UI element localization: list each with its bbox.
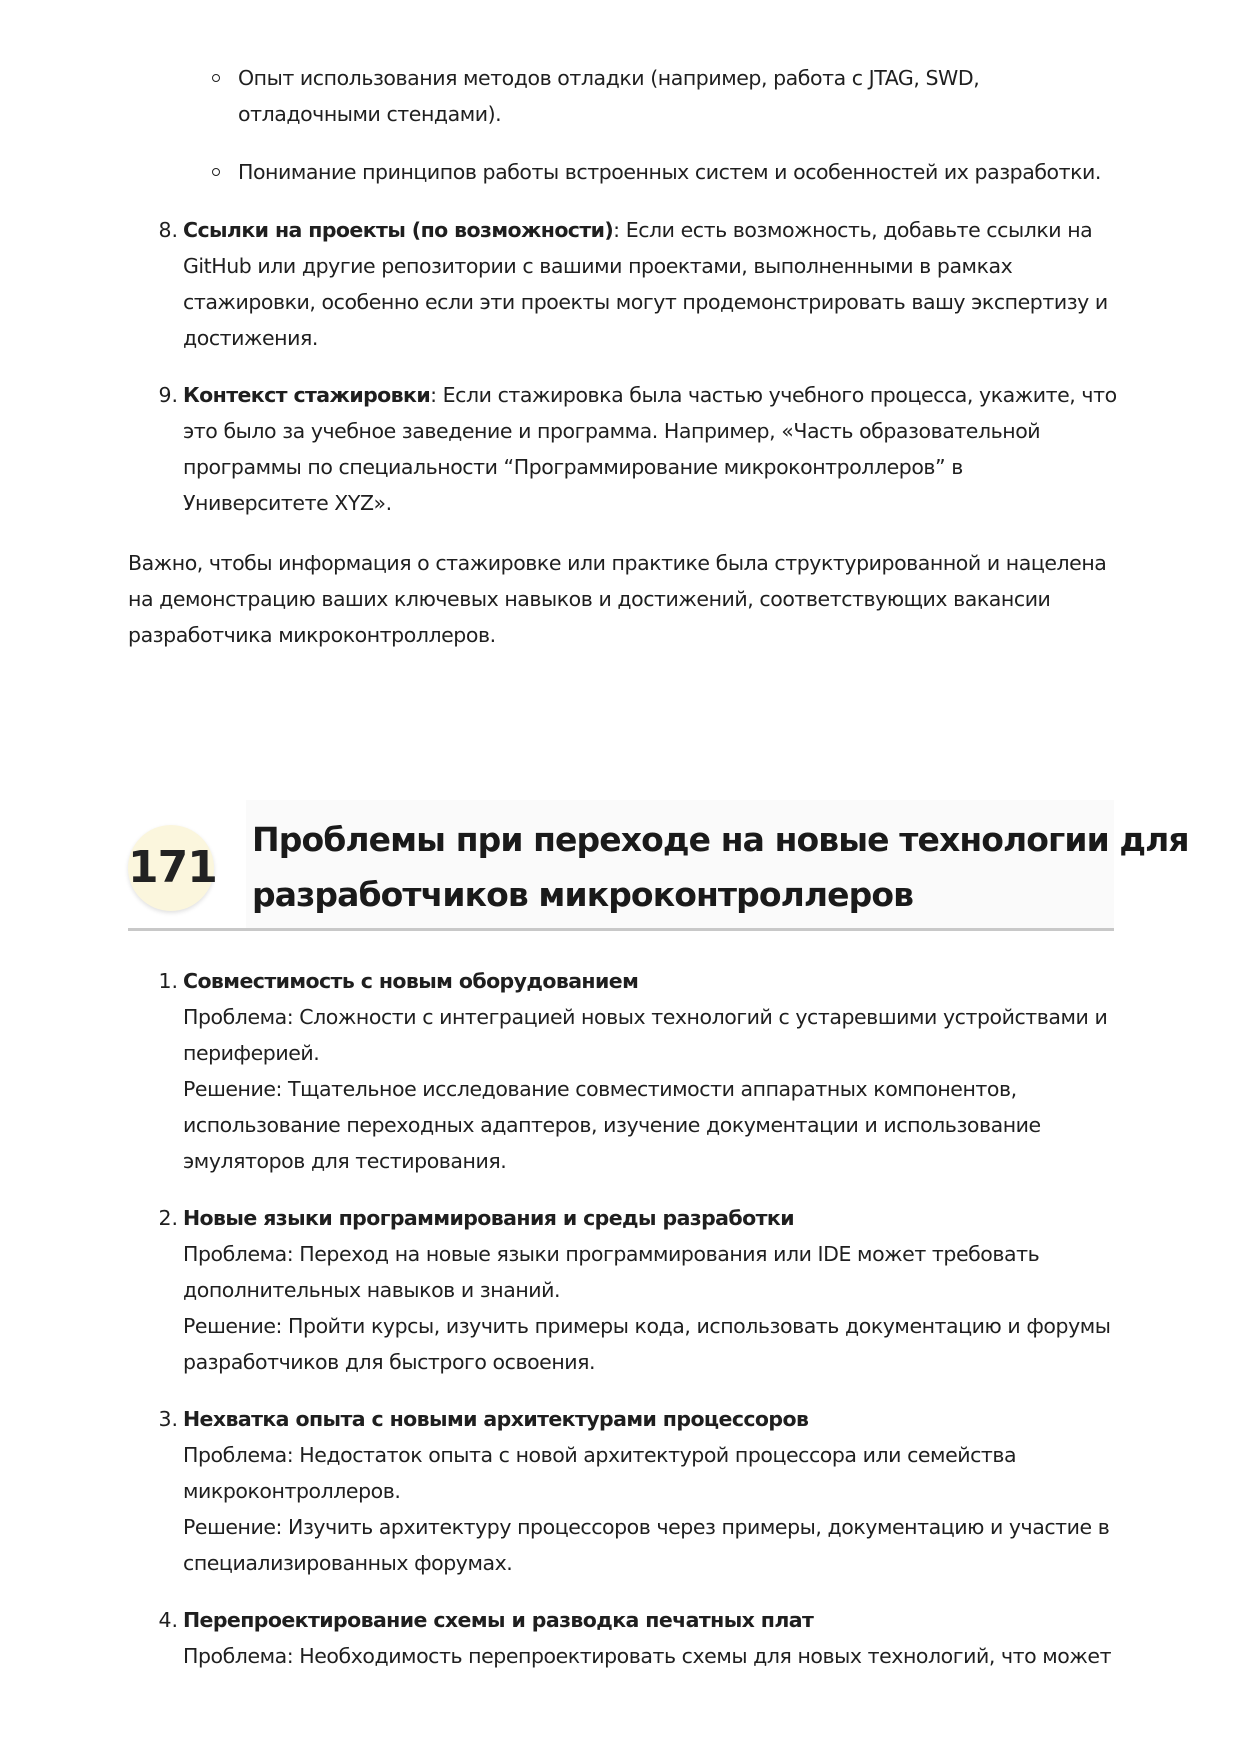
list-item-8-first-line xyxy=(183,212,1092,248)
list-number: 3. xyxy=(158,1407,178,1431)
problem-line: Решение: Тщательное исследование совместимости аппаратных компонентов, xyxy=(183,1077,1017,1101)
sub-bullet-text: Опыт использования методов отладки (например, работа с JTAG, SWD, xyxy=(238,66,980,90)
list-item-9-rest: : Если стажировка была частью учебного процесса, укажите, что xyxy=(430,383,1117,407)
sub-bullet-text: Понимание принципов работы встроенных систем и особенностей их разработки. xyxy=(238,160,1101,184)
problem-line: специализированных форумах. xyxy=(183,1551,513,1575)
problem-line: Решение: Изучить архитектуру процессоров через примеры, документацию и участие в xyxy=(183,1515,1110,1539)
problem-line: Проблема: Переход на новые языки программирования или IDE может требовать xyxy=(183,1242,1040,1266)
problem-line: дополнительных навыков и знаний. xyxy=(183,1278,561,1302)
section-title-line: разработчиков микроконтроллеров xyxy=(252,875,914,914)
section-number-badge: 171 xyxy=(128,825,214,911)
list-item-8-rest: : Если есть возможность, добавьте ссылки на xyxy=(613,218,1093,242)
list-item-9-bold: Контекст стажировки xyxy=(183,383,431,407)
list-item-8-bold: Ссылки на проекты (по возможности) xyxy=(183,218,614,242)
list-item-9-line: Университете XYZ». xyxy=(183,491,392,515)
list-item-8-line: достижения. xyxy=(183,326,318,350)
problem-title-text: Нехватка опыта с новыми архитектурами процессоров xyxy=(183,1407,809,1431)
list-number: 8. xyxy=(158,218,178,242)
problem-line: разработчиков для быстрого освоения. xyxy=(183,1350,596,1374)
list-number: 2. xyxy=(158,1206,178,1230)
problem-line: Проблема: Недостаток опыта с новой архитектурой процессора или семейства xyxy=(183,1443,1017,1467)
problem-line: Решение: Пройти курсы, изучить примеры кода, использовать документацию и форумы xyxy=(183,1314,1111,1338)
sub-bullet-marker xyxy=(212,168,220,176)
section-title-line: Проблемы при переходе на новые технологии для xyxy=(252,820,1189,859)
sub-bullet-text: отладочными стендами). xyxy=(238,102,502,126)
problem-line: периферией. xyxy=(183,1041,320,1065)
list-item-9-line: программы по специальности “Программирование микроконтроллеров” в xyxy=(183,455,963,479)
list-number: 4. xyxy=(158,1608,178,1632)
problem-title-text: Новые языки программирования и среды разработки xyxy=(183,1206,794,1230)
problem-line: микроконтроллеров. xyxy=(183,1479,401,1503)
problem-title xyxy=(183,963,638,999)
section-heading-divider xyxy=(128,928,1114,931)
problem-line: Проблема: Сложности с интеграцией новых технологий с устаревшими устройствами и xyxy=(183,1005,1108,1029)
problem-title xyxy=(183,1602,813,1638)
problem-title xyxy=(183,1401,808,1437)
problem-title xyxy=(183,1200,794,1236)
problem-line: эмуляторов для тестирования. xyxy=(183,1149,507,1173)
problem-title-text: Перепроектирование схемы и разводка печатных плат xyxy=(183,1608,814,1632)
list-item-9-line: это было за учебное заведение и программа. Например, «Часть образовательной xyxy=(183,419,1041,443)
problem-line: Проблема: Необходимость перепроектировать схемы для новых технологий, что может xyxy=(183,1644,1112,1668)
list-item-9-first-line xyxy=(183,377,1117,413)
problem-title-text: Совместимость с новым оборудованием xyxy=(183,969,639,993)
list-item-8-line: стажировки, особенно если эти проекты могут продемонстрировать вашу экспертизу и xyxy=(183,290,1108,314)
sub-bullet-marker xyxy=(212,74,220,82)
list-number: 9. xyxy=(158,383,178,407)
problem-line: использование переходных адаптеров, изучение документации и использование xyxy=(183,1113,1041,1137)
list-number: 1. xyxy=(158,969,178,993)
summary-paragraph-line: на демонстрацию ваших ключевых навыков и достижений, соответствующих вакансии xyxy=(128,587,1051,611)
summary-paragraph-line: Важно, чтобы информация о стажировке или практике была структурированной и нацелена xyxy=(128,551,1107,575)
summary-paragraph-line: разработчика микроконтроллеров. xyxy=(128,623,496,647)
list-item-8-line: GitHub или другие репозитории с вашими проектами, выполненными в рамках xyxy=(183,254,1013,278)
